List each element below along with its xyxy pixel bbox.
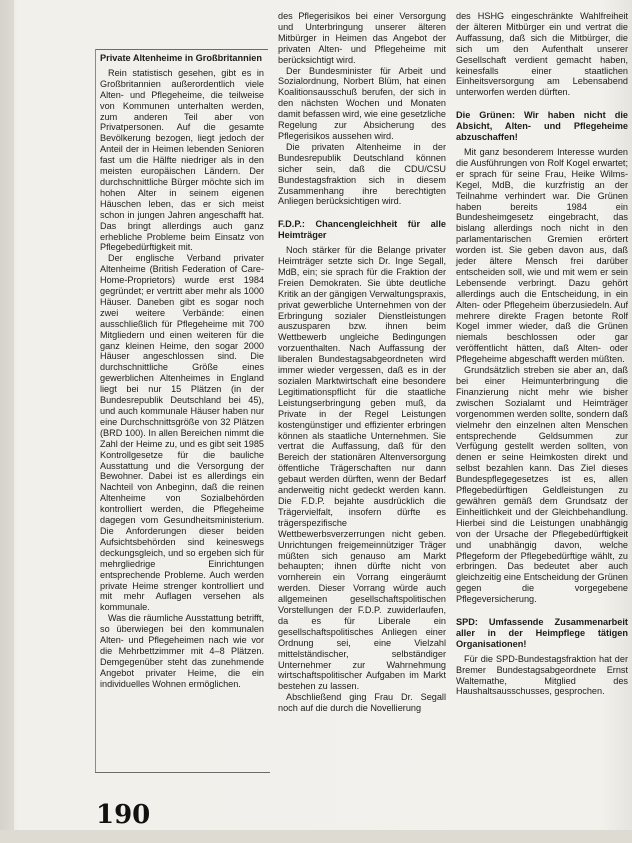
section-heading-spd: SPD: Umfassende Zusammenarbeit aller in der Heimpflege tätigen Organisationen! [456, 617, 628, 649]
section-heading-fdp: F.D.P.: Chancengleichheit für alle Heimträger [278, 219, 446, 241]
article-paragraph: Die privaten Altenheime in der Bundesrepublik Deutschland können sicher sein, daß die CDU/CSU Bundestagsfraktion sich in diesem Zusammenhang ihre berechtigten Anliegen berücksichtigen wird. [278, 141, 446, 207]
box-paragraph: Rein statistisch gesehen, gibt es in Großbritannien außerordentlich viele Alten- und Pflegeheime, die teilweise von Kommunen unterhalten werden, zum anderen Teil aber von Privatpersonen. Auf die gesamte Bevölkerung bezogen, liegt jedoch der Anteil der in Heimen lebenden Senioren fast um die Hälfte niedriger als in den meisten europäischen Ländern. Der durchschnittliche Bürger möchte sich im hohen Alter in seinem eigenen Häuschen leben, das er sich meist schon in jungen Jahren angeschafft hat. Das bringt allerdings auch ganz erhebliche Probleme beim Einsatz von Pflegebedürftigkeit mit. [100, 67, 264, 253]
article-paragraph: Noch stärker für die Belange privater Heimträger setzte sich Dr. Inge Segall, MdB, ein; sie sprach für die Fraktion der Freien Demokraten. Sie übte deutliche Kritik an der gängigen Verwaltungspraxis, privat gewerbliche Unternehmen von der Erbringung sozialer Dienstleistungen auszusparen bzw. ihnen beim Wettbewerb ungleiche Bedingungen vorzuenthalten. Nach Auffassung der liberalen Bundestagsabgeordneten wird immer wieder vergessen, daß es in der sozialen Marktwirtschaft eine besondere Legitimationspflicht für die staatliche Leistungserbringung geben muß, da Private in der Regel Leistungen kostengünstiger und effizienter erbringen können als staatliche Unternehmen. Sie vertrat die Auffassung, daß für den Bereich der stationären Altenversorgung öffentliche Trägerschaften nur dann gebaut werden dürften, wenn der Bedarf anderweitig nicht gedeckt werden kann. Die F.D.P. bejahte ausdrücklich die Trägervielfalt, insofern dürfte es trägerspezifische Wettbewerbsverzerrungen nicht geben. Unrichtungen freigemeinnütziger Träger müßten sich genauso am Markt behaupten; ihnen dürfte nicht von vornherein ein Vorrang eingeräumt werden. Dieser Vorrang würde auch allgemeinen gesellschaftspolitischen Vorstellungen der F.D.P. zuwiderlaufen, da es für Liberale ein gesellschaftspolitisches Anliegen einer Ordnung sei, eine Vielzahl mittelständischer, selbständiger Unternehmer zur Wahrnehmung wirtschaftspolitischer Aufgaben im Markt bestehen zu lassen. [278, 245, 446, 692]
article-paragraph: Der Bundesminister für Arbeit und Sozialordnung, Norbert Blüm, hat einen Koalitionsausschuß berufen, der sich in den nächsten Wochen und Monaten damit befassen wird, wie eine gesetzliche Regelung zur Absicherung des Pflegerisikos aussehen wird. [278, 65, 446, 141]
article-paragraph: Mit ganz besonderem Interesse wurden die Ausführungen von Rolf Kogel erwartet; er sprach für seine Frau, Heike Wilms-Kegel, MdB, die kurzfristig an der Teilnahme verhindert war. Die Grünen haben bereits 1984 ein Bundesheimgesetz eingebracht, das bislang allerdings noch nicht in den parlamentarischen Gremien erörtert worden ist. Sie geben davon aus, daß jeder ältere Mensch frei darüber entscheiden soll, wie und mit wem er sein Lebensende verbringt. Dazu gehört allerdings auch die Entscheidung, in ein Alten- oder Pflegeheim überzusiedeln. Auf mehrere direkte Fragen betonte Rolf Kogel immer wieder, daß die Grünen niemals beschlossen oder gar veröffentlicht hätten, daß Alten- oder Pflegeheime abgeschafft werden müßten. [456, 146, 628, 365]
sidebar-box-column [100, 53, 264, 690]
article-column-middle [278, 11, 446, 714]
article-paragraph: Grundsätzlich streben sie aber an, daß bei einer Heimunterbringung die Finanzierung nicht mehr wie bisher zwischen Sozialamt und Heimträger vorgenommen werden sollte, sondern daß vielmehr den einzelnen alten Menschen entsprechende Geldsummen zur Verfügung gestellt werden sollten, von denen er seine Heimkosten direkt und selbst bezahlen kann. Das Ziel dieses Bundespflegegesetzes ist es, allen Pflegebedürftigen Geldleistungen zu gewähren gemäß dem Grundsatz der Einheitlichkeit und der Gleichbehandlung. Hierbei sind die Leistungen unabhängig von der Ursache der Pflegebedürftigkeit und unabhängig davon, welche Pflegeform der Pflegebedürftige wählt, zu erbringen. Das bedeutet aber auch gleichzeitig eine Entscheidung der Grünen gegen die vorgegebene Pflegeversicherung. [456, 365, 628, 605]
page-edge-shadow [0, 0, 14, 843]
box-paragraph: Der englische Verband privater Altenheime (British Federation of Care-Home-Proprietors) wurde erst 1984 gegründet; er vertritt aber mehr als 1000 Häuser. Daneben gibt es sogar noch zwei weitere Verbände: einen ausschließlich für Pflegeheime mit 700 Mitgliedern und einen weiteren für die ganz kleinen Heime, den sogar 2000 Häuser angeschlossen sind. Die durchschnittliche Größe eines gewerblichen Altenheimes in England liegt bei nur 15 Plätzen (in der Bundesrepublik Deutschland bei 45), und auch kommunale Häuser haben nur eine Durchschnittsgröße von 32 Plätzen (BRD 100). In allen Bereichen nimmt die Zahl der Heime zu, und es gibt seit 1985 Kontrollgesetze für die bauliche Ausstattung und die Versorgung der Bewohner. Dabei ist es allerdings ein Nachteil von Anbeginn, daß die reinen Altenheime von Sozialbehörden kontrolliert werden, die Pflegeheime dagegen vom Gesundheitsministerium. Die Anforderungen dieser beiden Aufsichtsbehörden sind keineswegs deckungsgleich, und so ergeben sich für mehrgliedrige Einrichtungen entsprechende Probleme. Auch werden private Heime strenger kontrolliert und mit mehr Auflagen versehen als kommunale. [100, 253, 264, 613]
article-paragraph: des HSHG eingeschränkte Wahlfreiheit der älteren Mitbürger ein und vertrat die Auffassung, daß sich die Mitbürger, die sich um den Aufenthalt unserer Gesellschaft verdient gemacht haben, keinesfalls einer staatlichen Einheitsversorgung am Lebensabend unterworfen werden dürften. [456, 11, 628, 98]
article-column-right [456, 11, 628, 697]
box-paragraph: Was die räumliche Ausstattung betrifft, so überwiegen bei den kommunalen Alten- und Pflegeheimen nach wie vor die Mehrbettzimmer mit 4–8 Plätzen. Demgegenüber steht das zunehmende Angebot privater Heime, die ein individuelles Wohnen ermöglichen. [100, 613, 264, 689]
page-number: 190 [96, 800, 151, 830]
box-frame-top [96, 49, 268, 50]
page-bottom-edge [0, 830, 632, 843]
article-paragraph: Für die SPD-Bundestagsfraktion hat der Bremer Bundestagsabgeordnete Ernst Waltemathe, Mitglied des Haushaltsausschusses, gesprochen. [456, 653, 628, 697]
section-heading-gruene: Die Grünen: Wir haben nicht die Absicht, Alten- und Pflegeheime abzuschaffen! [456, 110, 628, 143]
box-heading: Private Altenheime in Großbritannien [100, 53, 263, 63]
box-frame-bottom [95, 772, 270, 773]
box-frame-left [95, 49, 96, 772]
article-paragraph: Abschließend ging Frau Dr. Segall noch auf die durch die Novellierung [278, 692, 446, 714]
article-paragraph: des Pflegerisikos bei einer Versorgung und Unterbringung unserer älteren Mitbürger in Heimen das Angebot der privaten Alten- und Pflegeheime mit berücksichtigt wird. [278, 11, 446, 65]
